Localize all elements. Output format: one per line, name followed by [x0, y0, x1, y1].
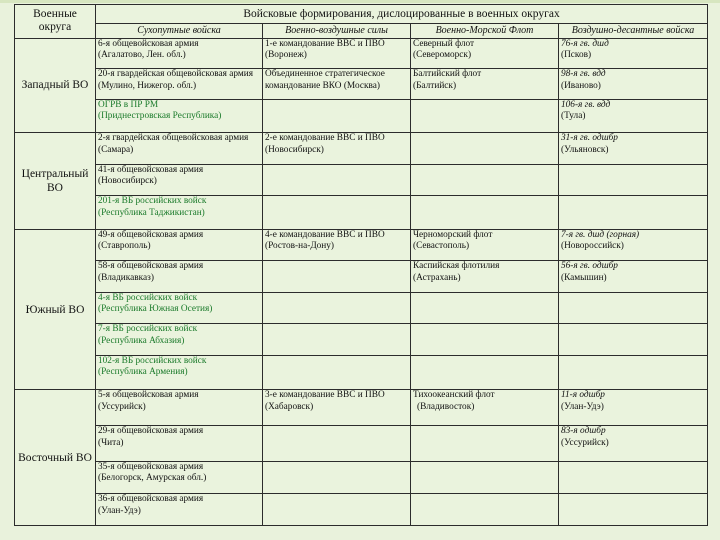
top-border — [0, 0, 720, 3]
empty-cell — [559, 494, 708, 526]
empty-cell — [411, 324, 559, 356]
airborne-unit: 31-я гв. одшбр (Ульяновск) — [559, 133, 708, 165]
table-row — [15, 38, 708, 68]
empty-cell — [263, 196, 411, 230]
air-unit: 2-е командование ВВС и ПВО (Новосибирск) — [263, 133, 411, 165]
empty-cell — [559, 196, 708, 230]
empty-cell — [263, 355, 411, 390]
table-row — [15, 69, 708, 99]
table-row — [15, 292, 708, 324]
table-row — [15, 461, 708, 494]
district-west: Западный ВО — [15, 38, 96, 133]
ground-unit: 29-я общевойсковая армия (Чита) — [96, 426, 263, 462]
ground-unit: 36-я общевойсковая армия (Улан-Удэ) — [96, 494, 263, 526]
navy-unit: Тихоокеанский флот (Владивосток) — [411, 390, 559, 426]
empty-cell — [559, 164, 708, 196]
navy-unit: Балтийский флот (Балтийск) — [411, 69, 559, 99]
ground-unit: 7-я ВБ российских войск (Республика Абхазия) — [96, 324, 263, 356]
empty-cell — [559, 324, 708, 356]
military-districts-table — [14, 4, 708, 526]
empty-cell — [263, 292, 411, 324]
empty-cell — [411, 461, 559, 494]
empty-cell — [411, 164, 559, 196]
airborne-unit: 56-я гв. одшбр (Камышин) — [559, 261, 708, 293]
empty-cell — [263, 261, 411, 293]
ground-unit: 201-я ВБ российских войск (Республика Таджикистан) — [96, 196, 263, 230]
navy-unit: Северный флот (Североморск) — [411, 38, 559, 68]
air-unit: 3-е командование ВВС и ПВО (Хабаровск) — [263, 390, 411, 426]
header-air-force: Военно-воздушные силы — [263, 23, 411, 38]
header-navy: Военно-Морской Флот — [411, 23, 559, 38]
empty-cell — [263, 494, 411, 526]
empty-cell — [411, 355, 559, 390]
empty-cell — [263, 99, 411, 133]
header-district-column: Военные округа — [15, 5, 96, 39]
table-row — [15, 99, 708, 133]
airborne-unit: 106-я гв. вдд (Тула) — [559, 99, 708, 133]
empty-cell — [411, 426, 559, 462]
ground-unit: 6-я общевойсковая армия (Агалатово, Лен. обл.) — [96, 38, 263, 68]
table-row — [15, 426, 708, 462]
ground-unit: 102-я ВБ российских войск (Республика Армения) — [96, 355, 263, 390]
header-ground-forces: Сухопутные войска — [96, 23, 263, 38]
empty-cell — [559, 355, 708, 390]
table-row — [15, 390, 708, 426]
header-title: Войсковые формирования, дислоцированные в военных округах — [96, 5, 708, 24]
table-row — [15, 494, 708, 526]
empty-cell — [263, 164, 411, 196]
air-unit: Объединенное стратегическое командование ВКО (Москва) — [263, 69, 411, 99]
empty-cell — [263, 324, 411, 356]
ground-unit: 2-я гвардейская общевойсковая армия (Самара) — [96, 133, 263, 165]
empty-cell — [411, 196, 559, 230]
airborne-unit: 98-я гв. вдд (Иваново) — [559, 69, 708, 99]
table-row — [15, 324, 708, 356]
airborne-unit: 7-я гв. дшд (горная) (Новороссийск) — [559, 229, 708, 261]
empty-cell — [263, 426, 411, 462]
ground-unit: 49-я общевойсковая армия (Ставрополь) — [96, 229, 263, 261]
air-unit: 4-е командование ВВС и ПВО (Ростов-на-Дону) — [263, 229, 411, 261]
table-row — [15, 196, 708, 230]
ground-unit: ОГРВ в ПР РМ (Приднестровская Республика) — [96, 99, 263, 133]
airborne-unit: 11-я одшбр (Улан-Удэ) — [559, 390, 708, 426]
table-row — [15, 229, 708, 261]
district-east: Восточный ВО — [15, 390, 96, 526]
district-south: Южный ВО — [15, 229, 96, 390]
ground-unit: 20-я гвардейская общевойсковая армия (Мулино, Нижегор. обл.) — [96, 69, 263, 99]
airborne-unit: 83-я одшбр (Уссурийск) — [559, 426, 708, 462]
navy-unit: Черноморский флот (Севастополь) — [411, 229, 559, 261]
table-row — [15, 164, 708, 196]
air-unit: 1-е командование ВВС и ПВО (Воронеж) — [263, 38, 411, 68]
district-central: Центральный ВО — [15, 133, 96, 230]
navy-unit: Каспийская флотилия (Астрахань) — [411, 261, 559, 293]
empty-cell — [263, 461, 411, 494]
empty-cell — [411, 494, 559, 526]
ground-unit: 58-я общевойсковая армия (Владикавказ) — [96, 261, 263, 293]
table-row — [15, 133, 708, 165]
ground-unit: 41-я общевойсковая армия (Новосибирск) — [96, 164, 263, 196]
ground-unit: 4-я ВБ российских войск (Республика Южная Осетия) — [96, 292, 263, 324]
empty-cell — [559, 461, 708, 494]
empty-cell — [559, 292, 708, 324]
empty-cell — [411, 292, 559, 324]
airborne-unit: 76-я гв. дшд (Псков) — [559, 38, 708, 68]
table-row — [15, 355, 708, 390]
table-row — [15, 261, 708, 293]
empty-cell — [411, 99, 559, 133]
ground-unit: 5-я общевойсковая армия (Уссурийск) — [96, 390, 263, 426]
header-airborne: Воздушно-десантные войска — [559, 23, 708, 38]
empty-cell — [411, 133, 559, 165]
ground-unit: 35-я общевойсковая армия (Белогорск, Амурская обл.) — [96, 461, 263, 494]
